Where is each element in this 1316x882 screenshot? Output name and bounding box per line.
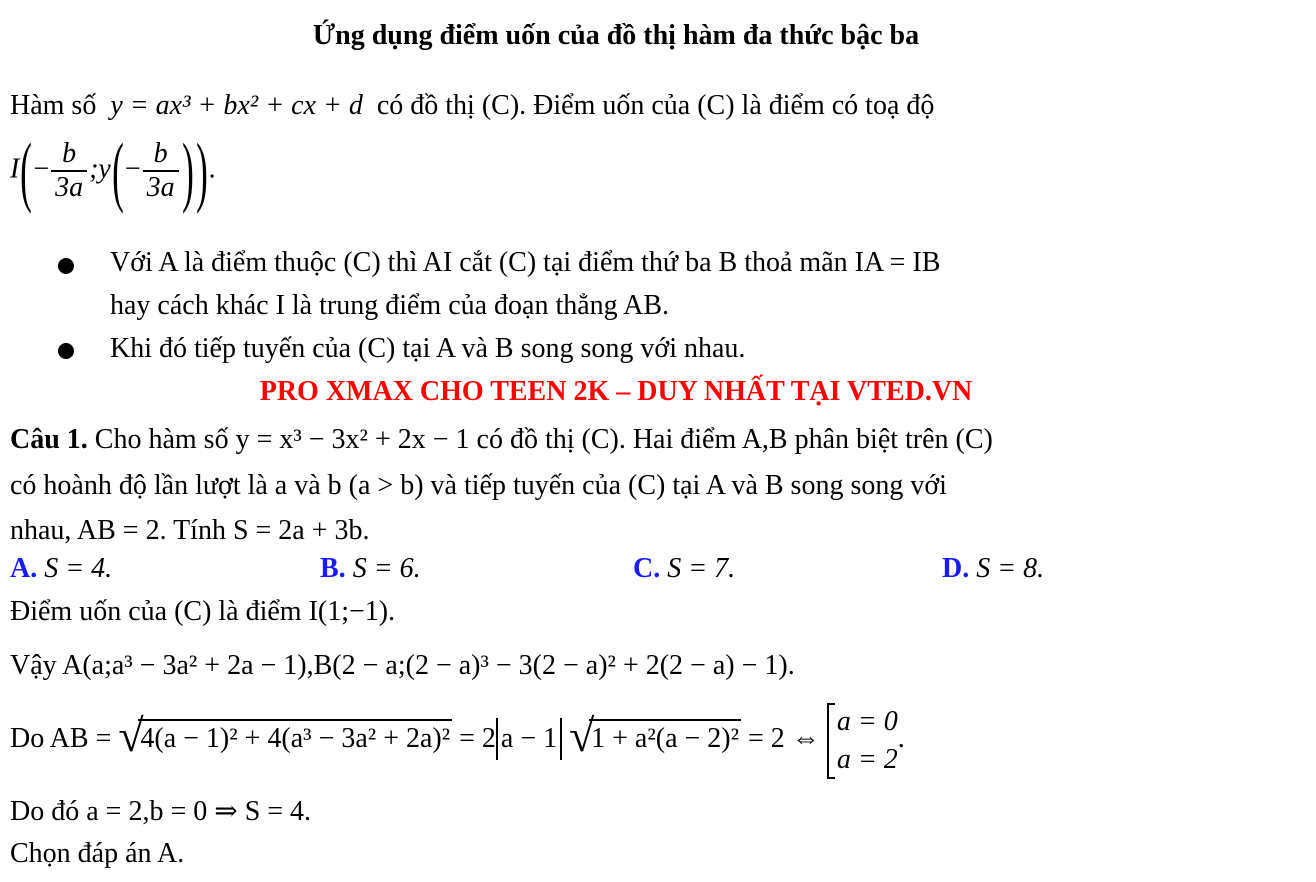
case-system: a = 0 a = 2	[827, 703, 898, 779]
solution-line-5: Chọn đáp án A.	[10, 838, 185, 869]
abs-value: a − 1	[496, 718, 562, 760]
sqrt-1: √ 4(a − 1)² + 4(a³ − 3a² + 2a)²	[118, 710, 451, 762]
intro-line	[10, 90, 934, 122]
bullet-1-line-2: hay cách khác I là trung điểm của đoạn thẳng AB.	[110, 290, 670, 321]
solution-line-3: Do AB = √ 4(a − 1)² + 4(a³ − 3a² + 2a)² = 2 a − 1 √ 1 + a²(a − 2)² = 2 ⇔ a = 0 a = 2 .	[10, 703, 905, 779]
question-line-2: có hoành độ lần lượt là a và b (a > b) và tiếp tuyến của (C) tại A và B song song với	[10, 470, 947, 501]
option-d: D. S = 8.	[942, 553, 1045, 584]
solution-line-4: Do đó a = 2,b = 0 ⇒ S = 4.	[10, 796, 312, 827]
bullet-1-line-1: Với A là điểm thuộc (C) thì AI cắt (C) tại điểm thứ ba B thoả mãn IA = IB	[110, 247, 941, 278]
sqrt-2: √ 1 + a²(a − 2)²	[569, 710, 740, 762]
question-line-3: nhau, AB = 2. Tính S = 2a + 3b.	[10, 515, 370, 546]
inflection-point-formula: I(− $\frac{b}{3a}$ ;y(− $\frac{b}{3a}$ )).	[10, 127, 216, 214]
bullet-dot-2	[58, 343, 74, 359]
option-b: B. S = 6.	[320, 553, 421, 584]
fraction-2: $\frac{b}{3a}$	[143, 138, 179, 204]
solution-line-2: Vậy A(a;a³ − 3a² + 2a − 1),B(2 − a;(2 − a)³ − 3(2 − a)² + 2(2 − a) − 1).	[10, 650, 795, 681]
question-label: Câu 1.	[10, 424, 88, 455]
intro-text-1: Hàm số	[10, 90, 97, 121]
fraction-1: $\frac{b}{3a}$	[51, 138, 87, 204]
cubic-formula: y = ax³ + bx² + cx + d	[110, 90, 363, 121]
point-mid: ;y	[89, 153, 111, 185]
question-line-1	[10, 424, 993, 456]
bullet-dot-1	[58, 258, 74, 274]
solution-line-1: Điểm uốn của (C) là điểm I(1;−1).	[10, 596, 396, 627]
promo-banner: PRO XMAX CHO TEEN 2K – DUY NHẤT TẠI VTED.VN	[259, 376, 973, 407]
intro-text-2: có đồ thị (C). Điểm uốn của (C) là điểm có toạ độ	[376, 90, 935, 121]
option-a: A. S = 4.	[10, 553, 113, 584]
question-text-1: Cho hàm số y = x³ − 3x² + 2x − 1 có đồ thị (C). Hai điểm A,B phân biệt trên (C)	[94, 424, 993, 455]
page-title: Ứng dụng điểm uốn của đồ thị hàm đa thức bậc ba	[312, 20, 920, 51]
option-c: C. S = 7.	[633, 553, 736, 584]
point-letter: I	[10, 153, 20, 185]
bullet-2-line-1: Khi đó tiếp tuyến của (C) tại A và B song song với nhau.	[110, 333, 746, 364]
